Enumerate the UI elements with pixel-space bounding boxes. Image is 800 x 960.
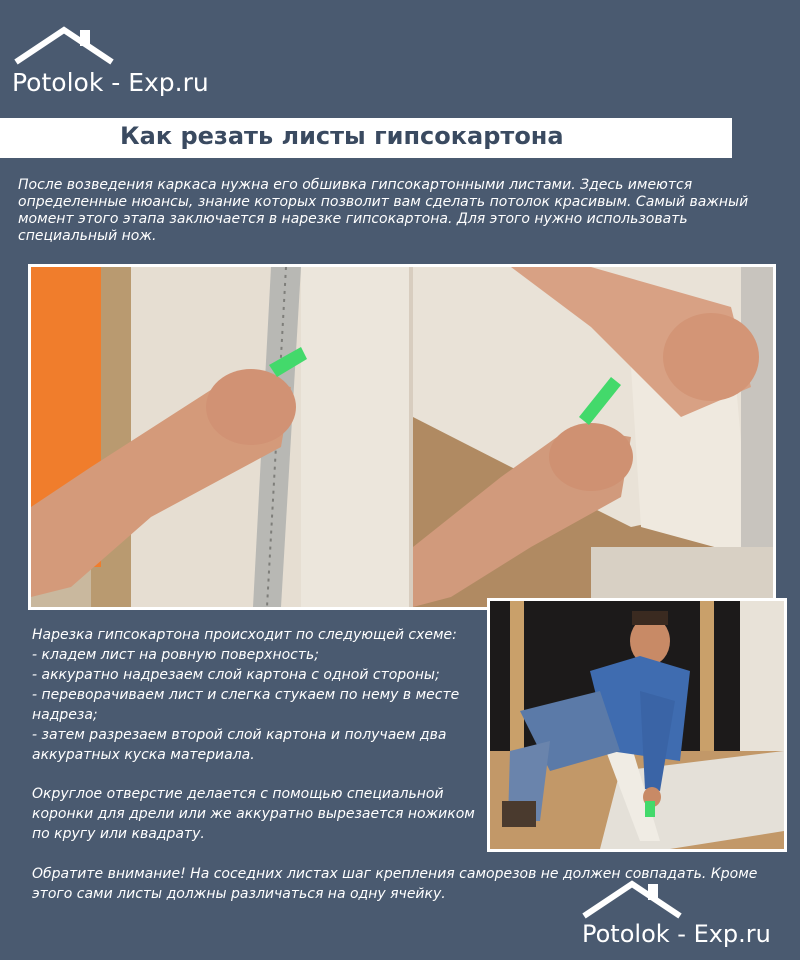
list-item: - аккуратно надрезаем слой картона с одной стороны; xyxy=(32,667,440,683)
steps-list xyxy=(32,645,492,765)
photo-cutting-drywall xyxy=(28,264,776,610)
house-roof-icon xyxy=(12,26,116,66)
site-logo-top[interactable] xyxy=(8,26,228,106)
steps-heading: Нарезка гипсокартона происходит по следующей схеме: xyxy=(32,627,457,643)
note-text: Обратите внимание! На соседних листах шаг крепления саморезов не должен совпадать. Кроме этого сами листы должны различаться на одну ячейку. xyxy=(32,866,758,902)
photo-man-illustration xyxy=(490,601,784,849)
title-bar xyxy=(0,118,732,158)
photo-cutting-drywall-illustration xyxy=(31,267,773,607)
logo-text: Potolok - Exp.ru xyxy=(12,68,209,97)
cutting-steps xyxy=(32,625,492,765)
house-roof-icon xyxy=(580,880,684,920)
photo-man-cutting-drywall xyxy=(487,598,787,852)
list-item: - переворачиваем лист и слегка стукаем по нему в месте надреза; xyxy=(32,687,460,723)
round-hole-text: Округлое отверстие делается с помощью специальной коронки для дрели или же аккуратно вырезается ножиком по кругу или квадрату. xyxy=(32,786,475,842)
list-item: - затем разрезаем второй слой картона и получаем два аккуратных куска материала. xyxy=(32,727,447,763)
intro-text: После возведения каркаса нужна его обшивка гипсокартонными листами. Здесь имеются определенные нюансы, знание которых позволит вам сделать потолок красивым. Самый важный момент этого этапа заключается в нарезке гипсокартона. Для этого нужно использовать специальный нож. xyxy=(18,177,749,244)
page-title: Как резать листы гипсокартона xyxy=(120,122,564,150)
list-item: - кладем лист на ровную поверхность; xyxy=(32,647,319,663)
site-logo-bottom[interactable] xyxy=(580,880,795,956)
logo-text: Potolok - Exp.ru xyxy=(582,920,771,948)
